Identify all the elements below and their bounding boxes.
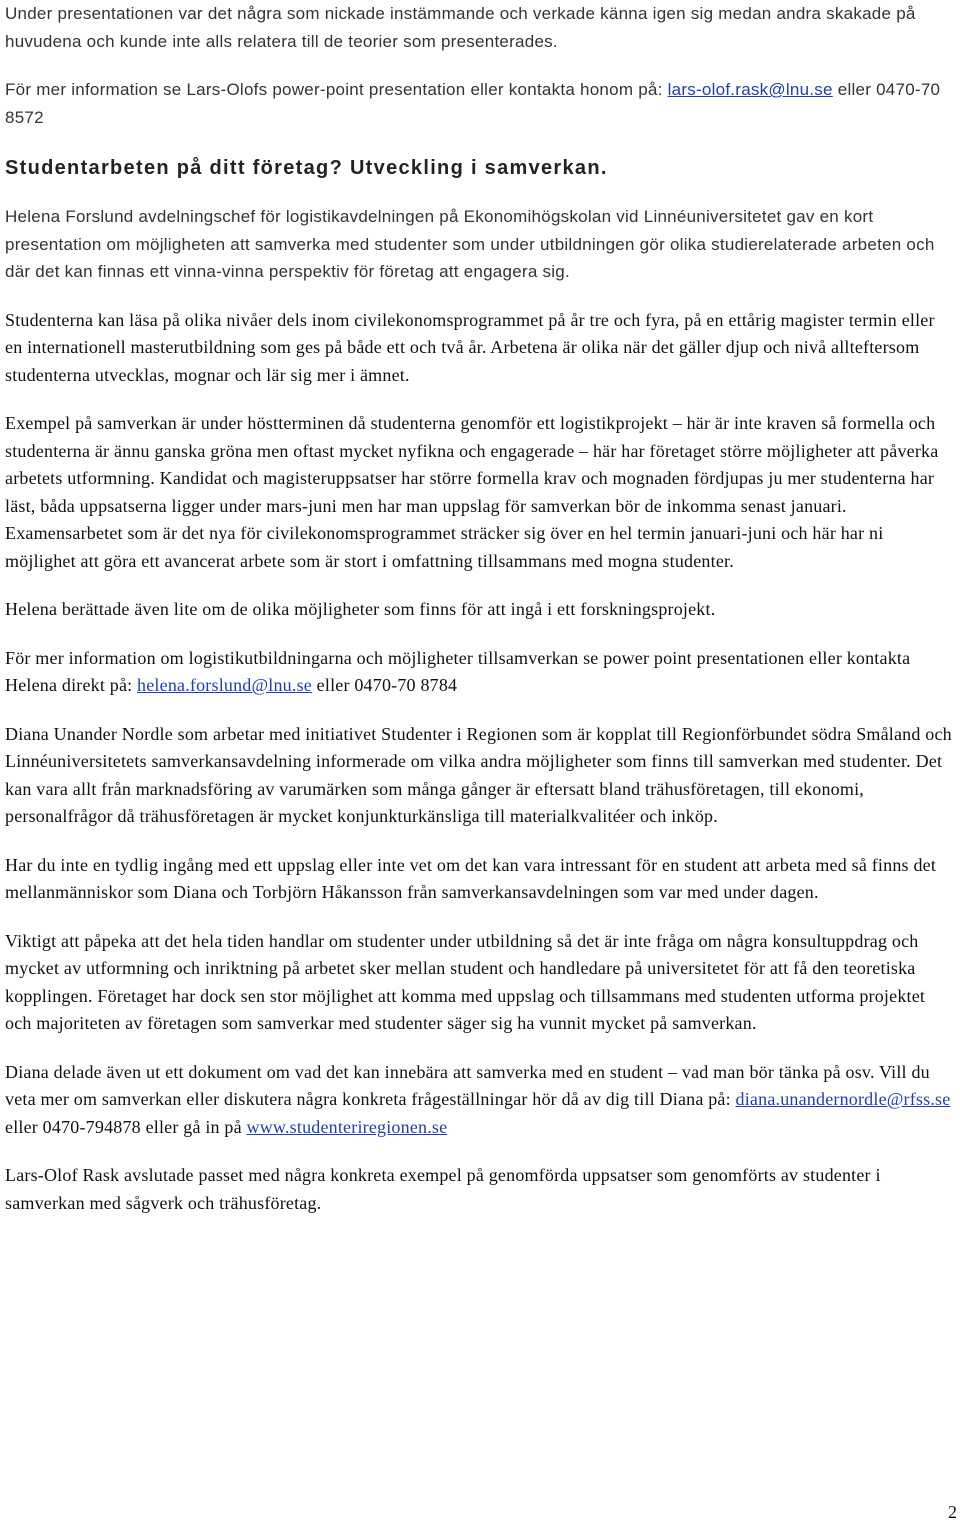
diana-contact-text-middle: eller 0470-794878 eller gå in på: [5, 1116, 247, 1137]
paragraph-helena-intro: Helena Forslund avdelningschef för logistikavdelningen på Ekonomihögskolan vid Linnéuniversitetet gav en kort presentation om möjligheten att samverka med studenter som under utbildningen gör olika studierelaterade arbeten och där det kan finnas ett vinna-vinna perspektiv för företag att engagera sig.: [5, 207, 935, 281]
paragraph-diana-intro: Diana Unander Nordle som arbetar med initiativet Studenter i Regionen som är kopplat till Regionförbundet södra Småland och Linnéuniversitetets samverkansavdelning informerade om vilka andra möjligheter som finns till samverkan med studenter. Det kan vara allt från marknadsföring av varumärken som många gånger är eftersatt bland trähusföretagen, till ekonomi, personalfrågor då trähusföretagen är mycket konjunkturkänsliga till materialkvalitéer och inköp.: [5, 723, 952, 826]
paragraph-contact-people: Har du inte en tydlig ingång med ett uppslag eller inte vet om det kan vara intressant för en student att arbeta med så finns det mellanmänniskor som Diana och Torbjörn Håkansson från samverkansavdelningen som var med under dagen.: [5, 854, 937, 902]
contact-text-before: För mer information se Lars-Olofs power-point presentation eller kontakta honom på:: [5, 80, 668, 99]
helena-contact-text-after: eller 0470-70 8784: [311, 675, 458, 695]
paragraph-lars-olof-contact: [5, 76, 955, 131]
paragraph-presentation-reactions: Under presentationen var det några som nickade instämmande och verkade känna igen sig medan andra skakade på huvudena och kunde inte alls relatera till de teorier som presenterades.: [5, 4, 916, 51]
paragraph-study-levels: Studenterna kan läsa på olika nivåer dels inom civilekonomsprogrammet på år tre och fyra, på en ettårig magister termin eller en internationell masterutbildning som ges på både ett och två år. Arbetena är olika när det gäller djup och nivå allteftersom studenterna utvecklas, mognar och lär sig mer i ämnet.: [5, 309, 935, 385]
paragraph-research-projects: Helena berättade även lite om de olika möjligheter som finns för att ingå i ett forskningsprojekt.: [5, 599, 716, 619]
studenteriregionen-website-link[interactable]: www.studenteriregionen.se: [246, 1116, 448, 1137]
contact-text-after: eller 0470-70 8572: [5, 80, 941, 127]
paragraph-helena-contact: [5, 645, 955, 700]
lars-olof-email-link[interactable]: lars-olof.rask@lnu.se: [667, 80, 833, 99]
paragraph-diana-contact: [5, 1059, 955, 1142]
helena-contact-text-before: För mer information om logistikutbildningarna och möjligheter tillsamverkan se power point presentationen eller kontakta Helena direkt på:: [5, 647, 911, 695]
document-page: [5, 0, 955, 1217]
paragraph-closing: Lars-Olof Rask avslutade passet med några konkreta exempel på genomförda uppsatser som genomförts av studenter i samverkan med sågverk och trähusföretag.: [5, 1165, 881, 1213]
page-number: 2: [948, 1502, 957, 1522]
section-heading: Studentarbeten på ditt företag? Utveckling i samverkan.: [5, 157, 608, 179]
diana-email-link[interactable]: diana.unandernordle@rfss.se: [735, 1089, 951, 1109]
helena-email-link[interactable]: helena.forslund@lnu.se: [137, 675, 312, 695]
paragraph-student-education: Viktigt att påpeka att det hela tiden handlar om studenter under utbildning så det är inte fråga om några konsultuppdrag och mycket av utformning och inriktning på arbetet sker mellan student och handledare på universitetet för att få den teoretiska kopplingen. Företaget har dock sen stor möjlighet att komma med uppslag och tillsammans med studenten utforma projektet och majoriteten av företagen som samverkar med studenter säger sig ha vunnit mycket på samverkan.: [5, 930, 926, 1033]
diana-contact-text-before: Diana delade även ut ett dokument om vad det kan innebära att samverka med en student – vad man bör tänka på osv. Vill du veta mer om samverkan eller diskutera några konkreta frågeställningar hör då av dig till Diana på:: [5, 1061, 930, 1109]
paragraph-collaboration-examples: Exempel på samverkan är under höstterminen då studenterna genomför ett logistikprojekt – här är inte kraven så formella och studenterna är ännu ganska gröna men oftast mycket nyfikna och engagerade – här har företaget större möjligheter att påverka arbetets utformning. Kandidat och magisteruppsatser har större formella krav och mognaden fördjupas ju mer studenterna har läst, båda uppsatserna ligger under mars-juni men har man uppslag för samverkan bör de inkomma senast januari. Examensarbetet som är det nya för civilekonomsprogrammet sträcker sig över en hel termin januari-juni och här har ni möjlighet att göra ett avancerat arbete som är stort i omfattning tillsammans med mogna studenter.: [5, 413, 939, 571]
